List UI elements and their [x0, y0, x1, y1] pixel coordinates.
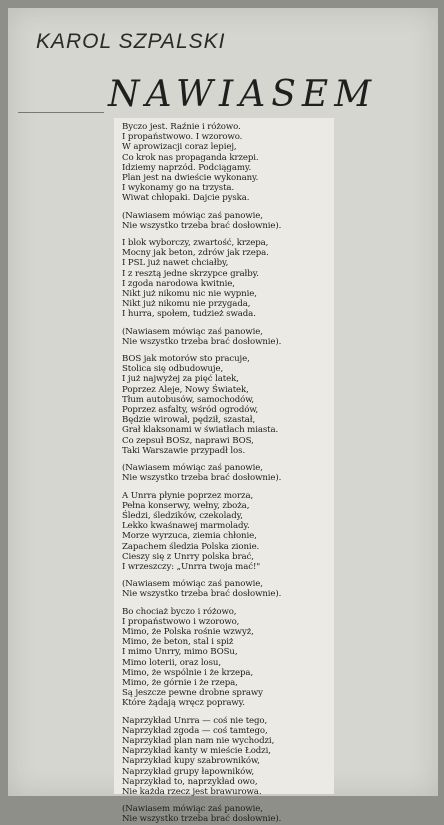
poem-line: Nie wszystko trzeba brać dosłownie). [122, 336, 282, 347]
poem-stanza [122, 804, 328, 824]
poem-line: Naprzykład Unrra — coś nie tego, [122, 715, 268, 726]
poem-line: Będzie wirował, pędził, szastał, [122, 415, 256, 426]
poem-line: BOS jak motorów sto pracuje, [122, 354, 250, 365]
divider [18, 112, 104, 113]
poem-line: I wrzeszczy: „Unrra twoja mać!" [122, 561, 261, 572]
poem-line: Mimo, że wspólnie i że krzepa, [122, 667, 254, 678]
poem-stanza [122, 716, 328, 798]
poem-line: Naprzykład kanty w mieście Łodzi, [122, 746, 271, 757]
poem-line: Tłum autobusów, samochodów, [122, 394, 255, 405]
poem-line: I już najwyżej za pięć latek, [122, 374, 239, 385]
poem-line: Poprzez asfalty, wśród ogrodów, [122, 405, 259, 416]
poem-stanza [122, 238, 328, 320]
poem-line: Co krok nas propaganda krzepi. [122, 152, 259, 163]
poem-line: I propaństwowo. I wzorowo. [122, 132, 243, 143]
poem-line: Śledzi, śledzików, czekolady, [122, 510, 243, 521]
poem-line: Nie wszystko trzeba brać dosłownie). [122, 589, 282, 600]
poem-line: Naprzykład to, naprzykład owo, [122, 776, 258, 787]
poem-line: Nie wszystko trzeba brać dosłownie). [122, 220, 282, 231]
poem-line: Zapachem śledzia Polska zionie. [122, 541, 260, 552]
poem-line: Naprzykład plan nam nie wychodzi, [122, 735, 275, 746]
poem-line: Bo chociaż byczo i różowo, [122, 606, 237, 617]
poem-line: Nikt już nikomu nic nie wypnie, [122, 289, 257, 300]
poem-line: Które żądają wręcz poprawy. [122, 698, 245, 709]
poem-line: Lekko kwaśnawej marmolady. [122, 521, 250, 532]
poem-stanza [122, 327, 328, 347]
poem-line: Nie każda rzecz jest brawurowa. [122, 786, 262, 797]
poem-line: Byczo jest. Raźnie i różowo. [122, 122, 241, 132]
poem-line: Naprzykład grupy łapowników, [122, 766, 255, 777]
poem-stanza [122, 491, 328, 573]
poem-line: I propaństwowo i wzorowo, [122, 616, 240, 627]
poem-line: Poprzez Aleje, Nowy Światek, [122, 384, 249, 395]
poem-line: I z resztą jedne skrzypce grałby. [122, 268, 259, 279]
poem-stanza [122, 607, 328, 709]
poem-line: Plan jest na dwieście wykonany. [122, 173, 259, 184]
article-title: NAWIASEM [108, 74, 378, 115]
poem-line: Cieszy się z Unrry polska brać, [122, 551, 254, 562]
poem-line: Taki Warszawie przypadł los. [122, 445, 246, 456]
poem-line: Pełna konserwy, wełny, zboża, [122, 500, 250, 511]
poem-line: Mocny jak beton, zdrów jak rzepa. [122, 248, 269, 259]
poem-line: I PSL już nawet chciałby, [122, 258, 229, 269]
poem-line: Stolica się odbudowuje, [122, 364, 224, 375]
poem-line: (Nawiasem mówiąc zaś panowie, [122, 210, 263, 221]
poem-line: Wiwat chłopaki. Dajcie pyska. [122, 193, 250, 204]
poem-line: Naprzykład kupy szabrowników, [122, 756, 260, 767]
poem-stanza [122, 122, 328, 204]
poem-stanza [122, 579, 328, 599]
poem-line: Nikt już nikomu nie przygada, [122, 299, 251, 310]
poem-line: Mimo loterii, oraz losu, [122, 657, 221, 668]
poem-body [114, 118, 334, 825]
poem-line: Idziemy naprzód. Podciągamy. [122, 162, 252, 173]
poem-line: Nie wszystko trzeba brać dosłownie). [122, 473, 282, 484]
poem-line: Są jeszcze pewne drobne sprawy [122, 688, 263, 699]
poem-line: I hurra, społem, tudzież swada. [122, 309, 256, 320]
poem-line: Mimo, że Polska rośnie wzwyż, [122, 626, 254, 637]
poem-line: W aprowizacji coraz lepiej, [122, 142, 237, 153]
poem-line: (Nawiasem mówiąc zaś panowie, [122, 326, 263, 337]
poem-line: A Unrra płynie poprzez morza, [122, 490, 254, 501]
poem-line: (Nawiasem mówiąc zaś panowie, [122, 804, 263, 815]
poem-stanza [122, 354, 328, 456]
poem-line: Morze wyrzuca, ziemia chłonie, [122, 531, 257, 542]
poem-line: Mimo, że beton, stal i spiż [122, 637, 234, 648]
poem-line: I zgoda narodowa kwitnie, [122, 278, 235, 289]
poem-line: Mimo, że górnie i że rzepa, [122, 677, 238, 688]
poem-line: Grał klaksonami w światłach miasta. [122, 425, 279, 436]
poem-line: I wykonamy go na trzysta. [122, 183, 235, 194]
poem-line: (Nawiasem mówiąc zaś panowie, [122, 579, 263, 590]
poem-stanza [122, 463, 328, 483]
poem-line: I mimo Unrry, mimo BOSu, [122, 647, 238, 658]
poem-line: (Nawiasem mówiąc zaś panowie, [122, 463, 263, 474]
poem-line: I blok wyborczy, zwartość, krzepa, [122, 238, 269, 249]
poem-line: Co zepsuł BOSz, naprawi BOS, [122, 435, 254, 446]
newspaper-clipping [8, 8, 438, 825]
poem-line: Nie wszystko trzeba brać dosłownie). [122, 814, 282, 825]
poem-line: Naprzykład zgoda — coś tamtego, [122, 725, 268, 736]
poem-stanza [122, 211, 328, 231]
author-name: KAROL SZPALSKI [36, 30, 226, 53]
